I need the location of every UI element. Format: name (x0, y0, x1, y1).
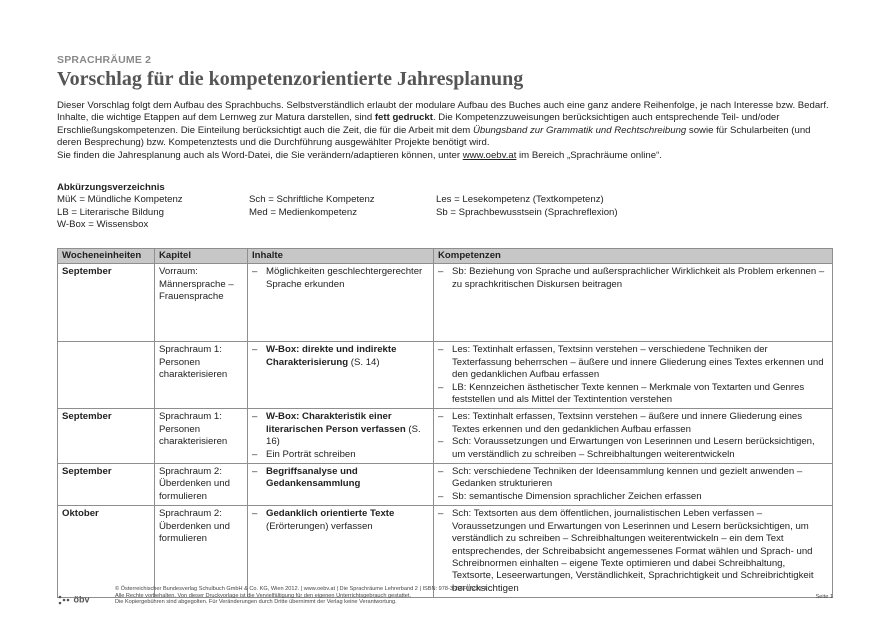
competence-cell (434, 342, 833, 409)
competence-cell (434, 409, 833, 464)
content-cell (248, 506, 434, 598)
abbreviation-item: Sb = Sprachbewusstsein (Sprachreflexion) (436, 206, 618, 218)
header-contents: Inhalte (248, 249, 434, 264)
competence-item: – Sb: Beziehung von Sprache und außersprachlicher Wirklichkeit als Problem erkennen – zu sprachkritischen Diskursen beitragen (438, 266, 828, 291)
page-title: Vorschlag für die kompetenzorientierte Jahresplanung (57, 68, 524, 90)
header-competences: Kompetenzen (434, 249, 833, 264)
table-row (58, 342, 833, 409)
intro-paragraph-1: Dieser Vorschlag folgt dem Aufbau des Sprachbuchs. Selbstverständlich erlaubt der modulare Aufbau des Buches auch eine ganz andere Reihenfolge, je nach Interesse bzw. Bedarf. Inhalte, die wichtige Etappen auf dem Lernweg zur Matura darstellen, sind fett gedruckt. Die Kompetenzzuweisungen berücksichtigen auch entsprechende Teil- und/oder Erschließungskompetenzen. Die Einteilung berücksichtigt auch die Zeit, die für die Arbeit mit dem Übungsband zur Grammatik und Rechtschreibung sowie für Schularbeiten (und deren Besprechung) bzw. Kompetenztests und die Durchführung ausgewählter Projekte benötigt wird. (57, 100, 829, 149)
page-number: Seite 1 (815, 594, 833, 600)
competence-item: – Sch: verschiedene Techniken der Ideensammlung kennen und gezielt anwenden – Gedanken strukturieren (438, 466, 828, 491)
abbreviation-item: Sch = Schriftliche Kompetenz (249, 194, 375, 206)
oebv-logo-icon (57, 595, 71, 605)
abbreviation-item: W-Box = Wissensbox (57, 219, 149, 231)
series-kicker: SPRACHRÄUME 2 (57, 54, 152, 66)
week-cell: September (58, 264, 155, 342)
competence-item: – Les: Textinhalt erfassen, Textsinn verstehen – verschiedene Techniken der Texterfassung beherrschen – äußere und innere Gliederung eines Textes erkennen und den gedanklichen Aufbau erfassen (438, 344, 828, 381)
oebv-link[interactable]: www.oebv.at (462, 149, 517, 161)
content-item: – Gedanklich orientierte Texte (Erörterungen) verfassen (252, 508, 429, 533)
competence-item: – Les: Textinhalt erfassen, Textsinn verstehen – äußere und innere Gliederung eines Textes erkennen und den gedanklichen Aufbau erfassen (438, 411, 828, 436)
abbreviation-title: Abkürzungsverzeichnis (57, 182, 165, 193)
table-row (58, 506, 833, 598)
planning-table (57, 248, 833, 598)
content-cell (248, 464, 434, 506)
competence-item: – Sch: Voraussetzungen und Erwartungen von Leserinnen und Lesern berücksichtigen, um verständlich zu schreiben – Schreibhaltungen weiterentwickeln (438, 436, 828, 461)
competence-cell (434, 464, 833, 506)
competence-item: – Sb: semantische Dimension sprachlicher Zeichen erfassen (438, 491, 828, 503)
content-cell (248, 409, 434, 464)
competence-item: – Sch: Textsorten aus dem öffentlichen, journalistischen Leben verfassen – Voraussetzungen und Erwartungen von Leserinnen und Lesern berücksichtigen, um verständlich zu schreiben – Schreibhaltungen weiterentwickeln – ein dem Text entsprechendes, der Schreibabsicht angemessenes Format wählen und Sprach- und Schreibnormen einhalten – eigene Texte optimieren und dabei Schreibhaltung, Textsorte, Leseerwartungen, Verständlichkeit, Sprachrichtigkeit und Schreibrichtigkeit berücksichtigen (438, 508, 828, 595)
publisher-logo: öbv (57, 595, 90, 605)
header-weeks: Wocheneinheiten (58, 249, 155, 264)
content-item: – W-Box: direkte und indirekte Charakterisierung (S. 14) (252, 344, 429, 369)
week-cell: Oktober (58, 506, 155, 598)
competence-item: – LB: Kennzeichen ästhetischer Texte kennen – Merkmale von Textarten und Genres feststellen und als Mittel der Textintention verstehen (438, 382, 828, 407)
table-row (58, 464, 833, 506)
competence-cell (434, 264, 833, 342)
table-row (58, 409, 833, 464)
abbreviation-item: Les = Lesekompetenz (Textkompetenz) (436, 194, 604, 206)
content-item: – W-Box: Charakteristik einer literarischen Person verfassen (S. 16) (252, 411, 429, 448)
abbreviation-item: Med = Medienkompetenz (249, 206, 357, 218)
abbreviation-item: MüK = Mündliche Kompetenz (57, 194, 183, 206)
abbreviation-list (57, 182, 833, 232)
table-header-row (58, 249, 833, 264)
abbreviation-item: LB = Literarische Bildung (57, 206, 164, 218)
content-item: – Ein Porträt schreiben (252, 449, 429, 461)
intro-paragraph-2: Sie finden die Jahresplanung auch als Word-Datei, die Sie verändern/adaptieren können, unter www.oebv.at im Bereich „Sprachräume online“. (57, 149, 662, 161)
chapter-cell: Sprachraum 2: Überdenken und formulieren (155, 506, 248, 598)
week-cell: September (58, 409, 155, 464)
header-chapter: Kapitel (155, 249, 248, 264)
chapter-cell: Sprachraum 1: Personen charakterisieren (155, 409, 248, 464)
content-cell (248, 342, 434, 409)
competence-cell (434, 506, 833, 598)
copyright-line: © Österreichischer Bundesverlag Schulbuch GmbH & Co. KG, Wien 2012. | www.oebv.at | Die Sprachräume Lehrerband 2 | ISBN: 978-3-209-07221-4 (115, 586, 487, 592)
content-cell (248, 264, 434, 342)
chapter-cell: Sprachraum 2: Überdenken und formulieren (155, 464, 248, 506)
table-row (58, 264, 833, 342)
fees-line: Die Kopiergebühren sind abgegolten. Für Veränderungen durch Dritte übernimmt der Verlag keine Verantwortung. (115, 599, 397, 606)
content-item: – Möglichkeiten geschlechtergerechter Sprache erkunden (252, 266, 429, 291)
week-cell (58, 342, 155, 409)
chapter-cell: Vorraum: Männersprache – Frauensprache (155, 264, 248, 342)
chapter-cell: Sprachraum 1: Personen charakterisieren (155, 342, 248, 409)
intro-text (57, 100, 833, 162)
week-cell: September (58, 464, 155, 506)
content-item: – Begriffsanalyse und Gedankensammlung (252, 466, 429, 491)
footer-text (115, 586, 715, 606)
rights-line: Alle Rechte vorbehalten. Von dieser Druckvorlage ist die Vervielfältigung für den eigenen Unterrichtsgebrauch gestattet. (115, 592, 412, 599)
